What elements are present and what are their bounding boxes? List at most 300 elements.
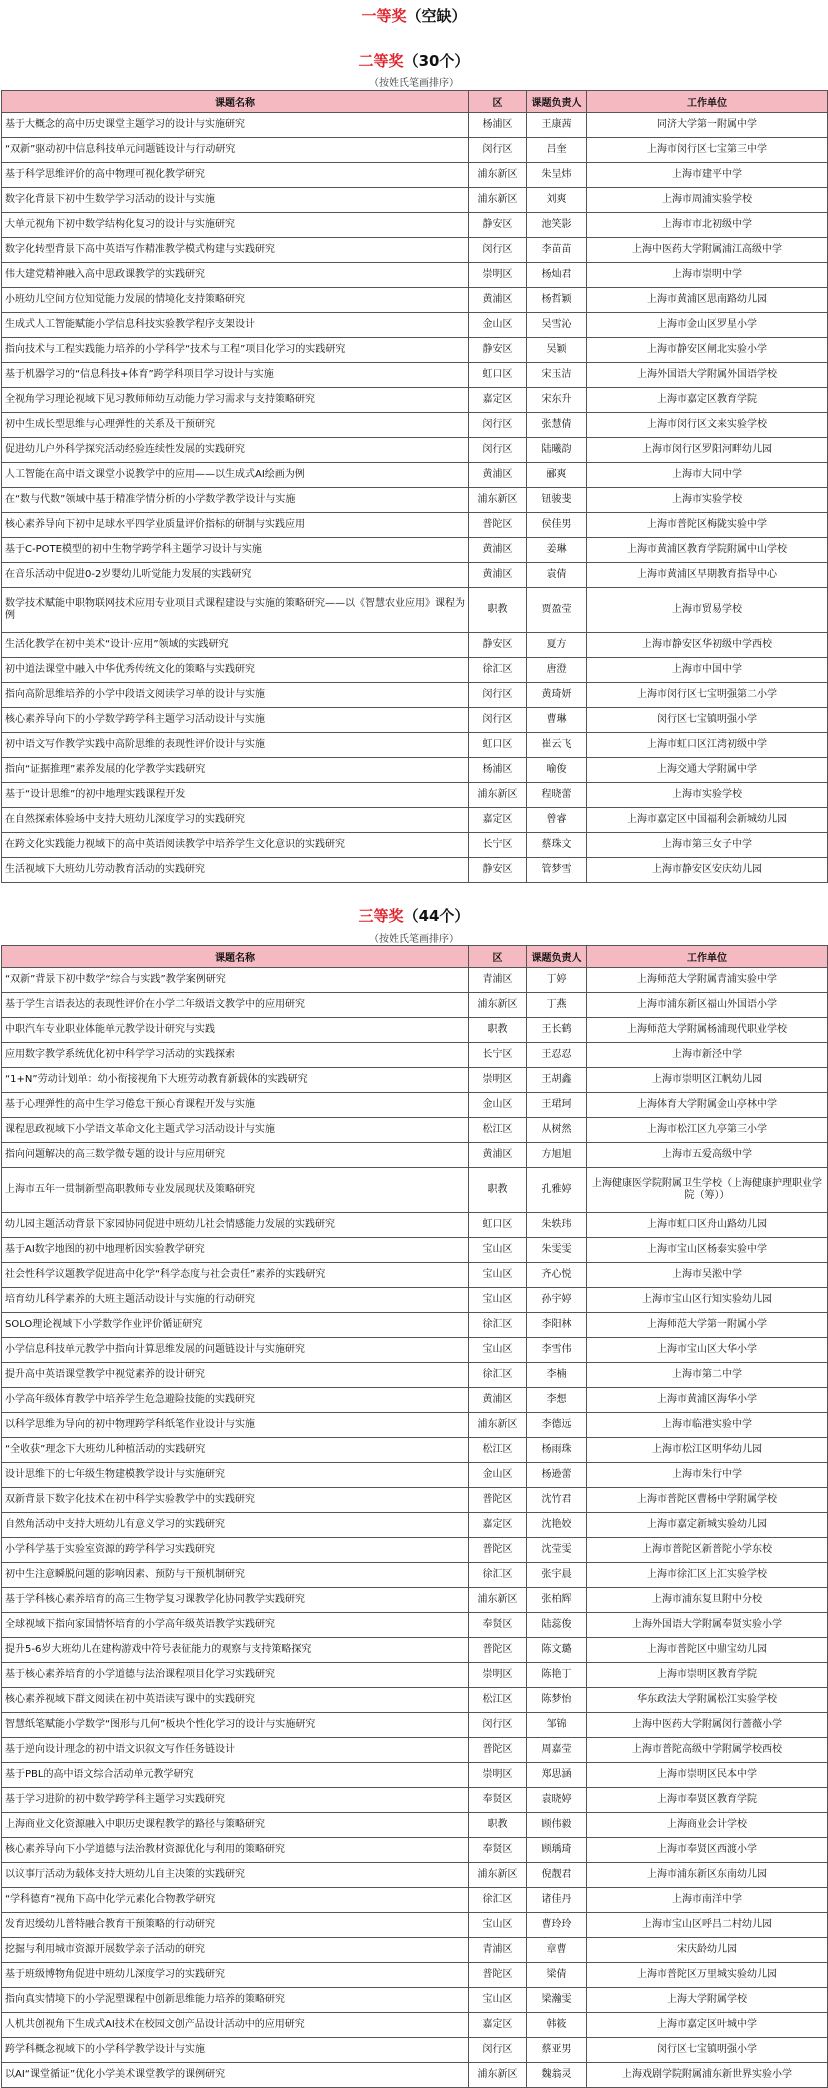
- second-prize-heading: [0, 50, 828, 71]
- table-row: [2, 1488, 828, 1513]
- table-row: [2, 238, 828, 263]
- table-row: [2, 1713, 828, 1738]
- table-row: [2, 1788, 828, 1813]
- table-row: [2, 1638, 828, 1663]
- cell-topic: 全球视域下指向家国情怀培育的小学高年级英语教学实践研究: [2, 1613, 469, 1638]
- cell-unit: 上海市嘉定区教育学院: [587, 388, 828, 413]
- cell-leader: 邹锦: [527, 1713, 587, 1738]
- cell-district: 闵行区: [469, 2038, 527, 2063]
- cell-district: 静安区: [469, 858, 527, 883]
- cell-unit: 上海市黄浦区思南路幼儿园: [587, 288, 828, 313]
- cell-unit: 上海市徐汇区上汇实验学校: [587, 1563, 828, 1588]
- table-row: [2, 683, 828, 708]
- cell-unit: 上海市闵行区文来实验学校: [587, 413, 828, 438]
- cell-topic: 核心素养导向下小学道德与法治教材资源优化与利用的策略研究: [2, 1838, 469, 1863]
- cell-unit: 上海市五爱高级中学: [587, 1143, 828, 1168]
- third-prize-rows: [2, 968, 828, 2088]
- cell-leader: 从树然: [527, 1118, 587, 1143]
- cell-leader: 程晓蕾: [527, 783, 587, 808]
- cell-unit: 上海中医药大学附属浦江高级中学: [587, 238, 828, 263]
- table-row: [2, 1213, 828, 1238]
- cell-topic: “双新”驱动初中信息科技单元问题链设计与行动研究: [2, 138, 469, 163]
- table-row: [2, 1018, 828, 1043]
- cell-unit: 上海市实验学校: [587, 488, 828, 513]
- cell-topic: 生活化教学在初中美术“设计·应用”领域的实践研究: [2, 633, 469, 658]
- cell-unit: 上海市宝山区行知实验幼儿园: [587, 1288, 828, 1313]
- table-row: [2, 1338, 828, 1363]
- cell-leader: 李雪伟: [527, 1338, 587, 1363]
- cell-district: 职教: [469, 1018, 527, 1043]
- cell-leader: 王康茜: [527, 113, 587, 138]
- cell-district: 嘉定区: [469, 808, 527, 833]
- cell-leader: 丁燕: [527, 993, 587, 1018]
- cell-topic: 大单元视角下初中数学结构化复习的设计与实施研究: [2, 213, 469, 238]
- table-row: [2, 1068, 828, 1093]
- cell-unit: 上海市普陀区曹杨中学附属学校: [587, 1488, 828, 1513]
- cell-district: 浦东新区: [469, 783, 527, 808]
- cell-topic: “学科德育”视角下高中化学元素化合物教学研究: [2, 1888, 469, 1913]
- cell-topic: 生成式人工智能赋能小学信息科技实验教学程序支架设计: [2, 313, 469, 338]
- table-row: [2, 1738, 828, 1763]
- cell-topic: 上海市五年一贯制新型高职教师专业发展现状及策略研究: [2, 1168, 469, 1213]
- cell-unit: 上海市南洋中学: [587, 1888, 828, 1913]
- cell-district: 黄浦区: [469, 1388, 527, 1413]
- cell-topic: 自然角活动中支持大班幼儿有意义学习的实践研究: [2, 1513, 469, 1538]
- table-row: [2, 138, 828, 163]
- table-row: [2, 1413, 828, 1438]
- cell-topic: 跨学科概念视域下的小学科学教学设计与实施: [2, 2038, 469, 2063]
- cell-district: 青浦区: [469, 968, 527, 993]
- cell-topic: 小班幼儿空间方位知觉能力发展的情境化支持策略研究: [2, 288, 469, 313]
- table-row: [2, 463, 828, 488]
- cell-leader: 周嘉莹: [527, 1738, 587, 1763]
- cell-unit: 上海市黄浦区早期教育指导中心: [587, 563, 828, 588]
- cell-topic: 课程思政视域下小学语文革命文化主题式学习活动设计与实施: [2, 1118, 469, 1143]
- cell-unit: 上海市普陀区梅陇实验中学: [587, 513, 828, 538]
- cell-unit: 上海市浦东新区福山外国语小学: [587, 993, 828, 1018]
- cell-district: 松江区: [469, 1118, 527, 1143]
- cell-unit: 上海市临港实验中学: [587, 1413, 828, 1438]
- table-row: [2, 1988, 828, 2013]
- header-district: 区: [469, 946, 527, 968]
- cell-leader: 朱轶玮: [527, 1213, 587, 1238]
- cell-leader: 曹琳: [527, 708, 587, 733]
- cell-topic: 核心素养视域下群文阅读在初中英语读写课中的实践研究: [2, 1688, 469, 1713]
- cell-district: 虹口区: [469, 363, 527, 388]
- first-prize-note: （空缺）: [406, 7, 467, 25]
- cell-unit: 上海师范大学附属杨浦现代职业学校: [587, 1018, 828, 1043]
- cell-unit: 上海市浦东新区东南幼儿园: [587, 1863, 828, 1888]
- cell-district: 浦东新区: [469, 1413, 527, 1438]
- cell-leader: 钮骏斐: [527, 488, 587, 513]
- cell-topic: 在跨文化实践能力视域下的高中英语阅读教学中培养学生文化意识的实践研究: [2, 833, 469, 858]
- table-row: [2, 563, 828, 588]
- table-header-row: [2, 91, 828, 113]
- cell-district: 静安区: [469, 213, 527, 238]
- cell-leader: 侯佳男: [527, 513, 587, 538]
- cell-leader: 蔡亚男: [527, 2038, 587, 2063]
- cell-topic: 基于核心素养培育的小学道德与法治课程项目化学习实践研究: [2, 1663, 469, 1688]
- cell-district: 奉贤区: [469, 1838, 527, 1863]
- cell-unit: 上海市闵行区罗阳河畔幼儿园: [587, 438, 828, 463]
- cell-leader: 崔云飞: [527, 733, 587, 758]
- cell-topic: 基于C-POTE模型的初中生物学跨学科主题学习设计与实施: [2, 538, 469, 563]
- cell-unit: 上海市崇明区江帆幼儿园: [587, 1068, 828, 1093]
- cell-topic: 以AI“课堂循证”优化小学美术课堂教学的课例研究: [2, 2063, 469, 2088]
- cell-district: 杨浦区: [469, 113, 527, 138]
- cell-leader: 李楠: [527, 1363, 587, 1388]
- cell-topic: “1+N”劳动计划单：幼小衔接视角下大班劳动教育新载体的实践研究: [2, 1068, 469, 1093]
- cell-leader: 宋东升: [527, 388, 587, 413]
- cell-topic: 基于班级博物角促进中班幼儿深度学习的实践研究: [2, 1963, 469, 1988]
- cell-leader: 李德远: [527, 1413, 587, 1438]
- cell-leader: 王胡鑫: [527, 1068, 587, 1093]
- cell-district: 普陀区: [469, 513, 527, 538]
- table-row: [2, 438, 828, 463]
- table-row: [2, 783, 828, 808]
- cell-topic: 中职汽车专业职业体能单元教学设计研究与实践: [2, 1018, 469, 1043]
- table-row: [2, 288, 828, 313]
- cell-leader: 陆曦韵: [527, 438, 587, 463]
- cell-district: 崇明区: [469, 1763, 527, 1788]
- cell-topic: 伟大建党精神融入高中思政课教学的实践研究: [2, 263, 469, 288]
- second-prize-title: 二等奖: [358, 52, 404, 70]
- cell-leader: 张宇晨: [527, 1563, 587, 1588]
- cell-district: 松江区: [469, 1438, 527, 1463]
- cell-district: 嘉定区: [469, 388, 527, 413]
- cell-leader: 管梦雪: [527, 858, 587, 883]
- cell-topic: 人机共创视角下生成式AI技术在校园文创产品设计活动中的应用研究: [2, 2013, 469, 2038]
- cell-district: 浦东新区: [469, 1588, 527, 1613]
- cell-unit: 上海市虹口区舟山路幼儿园: [587, 1213, 828, 1238]
- cell-district: 虹口区: [469, 733, 527, 758]
- cell-topic: 生活视域下大班幼儿劳动教育活动的实践研究: [2, 858, 469, 883]
- cell-district: 黄浦区: [469, 1143, 527, 1168]
- cell-topic: 基于逆向设计理念的初中语文识叙文写作任务链设计: [2, 1738, 469, 1763]
- cell-district: 虹口区: [469, 1213, 527, 1238]
- cell-unit: 上海市松江区明华幼儿园: [587, 1438, 828, 1463]
- cell-topic: SOLO理论视域下小学数学作业评价循证研究: [2, 1313, 469, 1338]
- cell-topic: 指向问题解决的高三数学微专题的设计与应用研究: [2, 1143, 469, 1168]
- cell-leader: 贾盈莹: [527, 588, 587, 633]
- cell-topic: 全视角学习理论视域下见习教师师幼互动能力学习需求与支持策略研究: [2, 388, 469, 413]
- header-topic: 课题名称: [2, 946, 469, 968]
- cell-topic: 设计思维下的七年级生物建模教学设计与实施研究: [2, 1463, 469, 1488]
- cell-unit: 上海外国语大学附属外国语学校: [587, 363, 828, 388]
- cell-leader: 陆蕊俊: [527, 1613, 587, 1638]
- cell-district: 闵行区: [469, 238, 527, 263]
- cell-topic: 小学信息科技单元教学中指向计算思维发展的问题链设计与实施研究: [2, 1338, 469, 1363]
- table-row: [2, 1093, 828, 1118]
- second-prize-table: [1, 90, 828, 883]
- table-row: [2, 1938, 828, 1963]
- cell-leader: 郑思涵: [527, 1763, 587, 1788]
- cell-topic: 数字化背景下初中生数学学习活动的设计与实施: [2, 188, 469, 213]
- cell-district: 职教: [469, 1813, 527, 1838]
- cell-unit: 上海市宝山区杨泰实验中学: [587, 1238, 828, 1263]
- cell-leader: 章曹: [527, 1938, 587, 1963]
- cell-district: 徐汇区: [469, 658, 527, 683]
- cell-topic: 上海商业文化资源融入中职历史课程教学的路径与策略研究: [2, 1813, 469, 1838]
- cell-district: 青浦区: [469, 1938, 527, 1963]
- cell-topic: 指向“证据推理”素养发展的化学教学实践研究: [2, 758, 469, 783]
- cell-district: 浦东新区: [469, 188, 527, 213]
- table-row: [2, 313, 828, 338]
- cell-leader: 张慧倩: [527, 413, 587, 438]
- cell-topic: 基于AI数字地图的初中地理析因实验教学研究: [2, 1238, 469, 1263]
- cell-leader: 倪靓君: [527, 1863, 587, 1888]
- header-district: 区: [469, 91, 527, 113]
- table-row: [2, 1438, 828, 1463]
- table-row: [2, 758, 828, 783]
- cell-district: 宝山区: [469, 1238, 527, 1263]
- cell-district: 崇明区: [469, 1663, 527, 1688]
- cell-leader: 王珺珂: [527, 1093, 587, 1118]
- cell-district: 静安区: [469, 633, 527, 658]
- table-row: [2, 1838, 828, 1863]
- cell-leader: 张柏辉: [527, 1588, 587, 1613]
- table-row: [2, 488, 828, 513]
- cell-unit: 宋庆龄幼儿园: [587, 1938, 828, 1963]
- cell-unit: 上海市静安区安庆幼儿园: [587, 858, 828, 883]
- cell-district: 徐汇区: [469, 1363, 527, 1388]
- cell-district: 普陀区: [469, 1638, 527, 1663]
- cell-topic: 基于机器学习的“信息科技+体育”跨学科项目学习设计与实施: [2, 363, 469, 388]
- cell-topic: 指向高阶思维培养的小学中段语文阅读学习单的设计与实施: [2, 683, 469, 708]
- table-row: [2, 1613, 828, 1638]
- cell-leader: 韩筱: [527, 2013, 587, 2038]
- cell-district: 浦东新区: [469, 993, 527, 1018]
- cell-district: 宝山区: [469, 1263, 527, 1288]
- cell-leader: 陈文璐: [527, 1638, 587, 1663]
- cell-district: 宝山区: [469, 1988, 527, 2013]
- cell-leader: 李苗苗: [527, 238, 587, 263]
- cell-leader: 梁瀚雯: [527, 1988, 587, 2013]
- cell-unit: 上海市浦东复旦附中分校: [587, 1588, 828, 1613]
- cell-district: 浦东新区: [469, 2063, 527, 2088]
- cell-district: 浦东新区: [469, 488, 527, 513]
- table-row: [2, 163, 828, 188]
- table-row: [2, 1563, 828, 1588]
- cell-leader: 孔雅婷: [527, 1168, 587, 1213]
- cell-district: 徐汇区: [469, 1563, 527, 1588]
- cell-district: 闵行区: [469, 708, 527, 733]
- cell-leader: 顾瑀琦: [527, 1838, 587, 1863]
- cell-district: 黄浦区: [469, 563, 527, 588]
- third-prize-sort-note: （按姓氏笔画排序）: [369, 934, 459, 945]
- table-row: [2, 2063, 828, 2088]
- table-row: [2, 1263, 828, 1288]
- cell-topic: 核心素养导向下的小学数学跨学科主题学习活动设计与实施: [2, 708, 469, 733]
- cell-unit: 上海市静安区闸北实验小学: [587, 338, 828, 363]
- table-row: [2, 1688, 828, 1713]
- cell-leader: 陈艳丁: [527, 1663, 587, 1688]
- cell-unit: 上海市实验学校: [587, 783, 828, 808]
- cell-topic: 基于“设计思维”的初中地理实践课程开发: [2, 783, 469, 808]
- cell-district: 黄浦区: [469, 288, 527, 313]
- cell-unit: 上海市闵行区七宝明强第二小学: [587, 683, 828, 708]
- cell-district: 宝山区: [469, 1338, 527, 1363]
- cell-unit: 上海市崇明中学: [587, 263, 828, 288]
- table-row: [2, 858, 828, 883]
- cell-topic: 挖掘与利用城市资源开展数学亲子活动的研究: [2, 1938, 469, 1963]
- cell-unit: 上海市普陀区中鼎宝幼儿园: [587, 1638, 828, 1663]
- cell-topic: 在“数与代数”领域中基于精准学情分析的小学数学教学设计与实施: [2, 488, 469, 513]
- table-row: [2, 513, 828, 538]
- table-row: [2, 1168, 828, 1213]
- cell-topic: 基于学科核心素养培育的高三生物学复习课教学化协同教学实践研究: [2, 1588, 469, 1613]
- table-row: [2, 1288, 828, 1313]
- cell-unit: 上海市黄浦区海华小学: [587, 1388, 828, 1413]
- cell-leader: 梁倩: [527, 1963, 587, 1988]
- table-row: [2, 2038, 828, 2063]
- cell-topic: 发育迟缓幼儿普特融合教育干预策略的行动研究: [2, 1913, 469, 1938]
- cell-district: 徐汇区: [469, 1888, 527, 1913]
- table-row: [2, 968, 828, 993]
- cell-unit: 上海市市北初级中学: [587, 213, 828, 238]
- cell-topic: 初中生成长型思维与心理弹性的关系及干预研究: [2, 413, 469, 438]
- table-row: [2, 658, 828, 683]
- cell-topic: 基于学习进阶的初中数学跨学科主题学习实践研究: [2, 1788, 469, 1813]
- cell-district: 黄浦区: [469, 463, 527, 488]
- table-row: [2, 1118, 828, 1143]
- third-prize-heading: [0, 905, 828, 926]
- cell-leader: 沈竹君: [527, 1488, 587, 1513]
- cell-topic: 培育幼儿科学素养的大班主题活动设计与实施的行动研究: [2, 1288, 469, 1313]
- table-row: [2, 1888, 828, 1913]
- header-leader: 课题负责人: [527, 946, 587, 968]
- cell-leader: 蔡珠文: [527, 833, 587, 858]
- cell-topic: 在音乐活动中促进0-2岁婴幼儿听觉能力发展的实践研究: [2, 563, 469, 588]
- cell-unit: 上海市虹口区江湾初级中学: [587, 733, 828, 758]
- cell-district: 普陀区: [469, 1963, 527, 1988]
- cell-leader: 黄琦妍: [527, 683, 587, 708]
- cell-unit: 上海市静安区华初级中学西校: [587, 633, 828, 658]
- cell-district: 闵行区: [469, 138, 527, 163]
- cell-unit: 上海商业会计学校: [587, 1813, 828, 1838]
- table-row: [2, 338, 828, 363]
- cell-leader: 诸佳丹: [527, 1888, 587, 1913]
- cell-district: 金山区: [469, 1463, 527, 1488]
- cell-district: 金山区: [469, 1093, 527, 1118]
- cell-leader: 喻俊: [527, 758, 587, 783]
- cell-leader: 袁晓婷: [527, 1788, 587, 1813]
- cell-leader: 郦爽: [527, 463, 587, 488]
- third-prize-title: 三等奖: [358, 907, 404, 925]
- table-row: [2, 1763, 828, 1788]
- cell-unit: 上海市中国中学: [587, 658, 828, 683]
- cell-unit: 上海市周浦实验学校: [587, 188, 828, 213]
- cell-district: 嘉定区: [469, 2013, 527, 2038]
- cell-topic: 应用数字教学系统优化初中科学学习活动的实践探索: [2, 1043, 469, 1068]
- table-row: [2, 363, 828, 388]
- cell-leader: 吴颖: [527, 338, 587, 363]
- cell-unit: 上海市普陀高级中学附属学校西校: [587, 1738, 828, 1763]
- cell-unit: 上海市黄浦区教育学院附属中山学校: [587, 538, 828, 563]
- cell-leader: 方旭旭: [527, 1143, 587, 1168]
- first-prize-title: 一等奖: [361, 7, 407, 25]
- cell-district: 闵行区: [469, 438, 527, 463]
- cell-leader: 杨灿君: [527, 263, 587, 288]
- cell-topic: 提升高中英语课堂教学中视觉素养的设计研究: [2, 1363, 469, 1388]
- table-row: [2, 1863, 828, 1888]
- cell-unit: 上海市嘉定新城实验幼儿园: [587, 1513, 828, 1538]
- cell-district: 普陀区: [469, 1538, 527, 1563]
- cell-topic: 提升5-6岁大班幼儿在建构游戏中符号表征能力的观察与支持策略探究: [2, 1638, 469, 1663]
- table-row: [2, 633, 828, 658]
- cell-leader: 朱雯雯: [527, 1238, 587, 1263]
- table-row: [2, 588, 828, 633]
- cell-unit: 上海市奉贤区教育学院: [587, 1788, 828, 1813]
- cell-unit: 上海市建平中学: [587, 163, 828, 188]
- cell-unit: 上海市普陀区新普陀小学东校: [587, 1538, 828, 1563]
- cell-leader: 夏方: [527, 633, 587, 658]
- cell-leader: 顾伟毅: [527, 1813, 587, 1838]
- cell-topic: “全收获”理念下大班幼儿种植活动的实践研究: [2, 1438, 469, 1463]
- cell-leader: 杨逊蕾: [527, 1463, 587, 1488]
- table-row: [2, 1238, 828, 1263]
- table-row: [2, 1463, 828, 1488]
- cell-district: 徐汇区: [469, 1313, 527, 1338]
- table-row: [2, 1663, 828, 1688]
- cell-topic: 促进幼儿户外科学探究活动经验连续性发展的实践研究: [2, 438, 469, 463]
- cell-unit: 同济大学第一附属中学: [587, 113, 828, 138]
- cell-unit: 上海市金山区罗星小学: [587, 313, 828, 338]
- cell-leader: 陈梦怡: [527, 1688, 587, 1713]
- cell-unit: 上海师范大学第一附属小学: [587, 1313, 828, 1338]
- cell-unit: 上海师范大学附属青浦实验中学: [587, 968, 828, 993]
- cell-topic: 社会性科学议题教学促进高中化学“科学态度与社会责任”素养的实践研究: [2, 1263, 469, 1288]
- cell-leader: 李想: [527, 1388, 587, 1413]
- cell-unit: 闵行区七宝镇明强小学: [587, 708, 828, 733]
- cell-district: 长宁区: [469, 1043, 527, 1068]
- cell-topic: 基于学生言语表达的表现性评价在小学二年级语文教学中的应用研究: [2, 993, 469, 1018]
- cell-topic: 核心素养导向下初中足球水平四学业质量评价指标的研制与实践应用: [2, 513, 469, 538]
- cell-district: 宝山区: [469, 1913, 527, 1938]
- cell-district: 黄浦区: [469, 538, 527, 563]
- third-prize-count: （44个）: [403, 907, 470, 925]
- cell-topic: 基于大概念的高中历史课堂主题学习的设计与实施研究: [2, 113, 469, 138]
- cell-topic: 以议事厅活动为载体支持大班幼儿自主决策的实践研究: [2, 1863, 469, 1888]
- cell-topic: 人工智能在高中语文课堂小说教学中的应用——以生成式AI绘画为例: [2, 463, 469, 488]
- cell-topic: 在自然探索体验场中支持大班幼儿深度学习的实践研究: [2, 808, 469, 833]
- header-unit: 工作单位: [587, 91, 828, 113]
- cell-unit: 上海市吴淞中学: [587, 1263, 828, 1288]
- cell-leader: 朱呈炜: [527, 163, 587, 188]
- cell-unit: 上海市松江区九亭第三小学: [587, 1118, 828, 1143]
- cell-leader: 齐心悦: [527, 1263, 587, 1288]
- table-row: [2, 733, 828, 758]
- cell-topic: 以科学思维为导向的初中物理跨学科纸笔作业设计与实施: [2, 1413, 469, 1438]
- cell-unit: 上海中医药大学附属闵行蔷薇小学: [587, 1713, 828, 1738]
- table-row: [2, 388, 828, 413]
- table-row: [2, 833, 828, 858]
- cell-unit: 上海市朱行中学: [587, 1463, 828, 1488]
- cell-unit: 上海市第三女子中学: [587, 833, 828, 858]
- cell-unit: 上海市新泾中学: [587, 1043, 828, 1068]
- cell-unit: 上海市大同中学: [587, 463, 828, 488]
- cell-topic: 基于PBL的高中语文综合活动单元教学研究: [2, 1763, 469, 1788]
- table-row: [2, 1388, 828, 1413]
- table-row: [2, 1538, 828, 1563]
- cell-unit: 华东政法大学附属松江实验学校: [587, 1688, 828, 1713]
- table-row: [2, 1588, 828, 1613]
- cell-topic: 指向技术与工程实践能力培养的小学科学“技术与工程”项目化学习的实践研究: [2, 338, 469, 363]
- cell-district: 普陀区: [469, 1738, 527, 1763]
- cell-leader: 袁倩: [527, 563, 587, 588]
- cell-topic: 初中生注意瞬脱问题的影响因素、预防与干预机制研究: [2, 1563, 469, 1588]
- cell-unit: 上海市宝山区呼吕二村幼儿园: [587, 1913, 828, 1938]
